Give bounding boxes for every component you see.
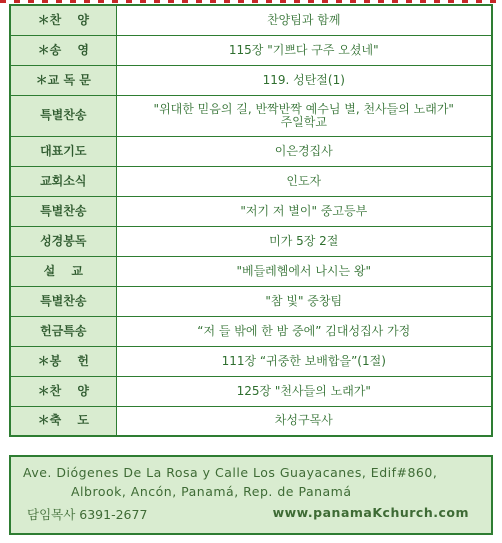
- row-value-line2: 주일학교: [280, 114, 327, 129]
- row-value: “저 들 밖에 한 밤 중에” 김대성집사 가정: [116, 316, 492, 346]
- table-row: [10, 136, 492, 166]
- row-value: "저기 저 별이" 중고등부: [116, 196, 492, 226]
- row-value-line1: "위대한 믿음의 길, 반짝반짝 예수님 별, 천사들의 노래가": [153, 101, 454, 116]
- table-row: [10, 5, 492, 35]
- table-row: [10, 406, 492, 436]
- row-value: 111장 “귀중한 보배합을”(1절): [116, 346, 492, 376]
- table-row: [10, 95, 492, 136]
- row-value: 차성구목사: [116, 406, 492, 436]
- row-label: ＊찬 양: [10, 376, 116, 406]
- row-label: 특별찬송: [10, 286, 116, 316]
- table-row: [10, 346, 492, 376]
- table-row: [10, 196, 492, 226]
- table-row: [10, 286, 492, 316]
- row-value: 115장 "기쁘다 구주 오셨네": [116, 35, 492, 65]
- row-value: "참 빛" 중창팀: [116, 286, 492, 316]
- row-label: 대표기도: [10, 136, 116, 166]
- address-line-2: Albrook, Ancón, Panamá, Rep. de Panamá: [71, 484, 352, 499]
- row-value: 미가 5장 2절: [116, 226, 492, 256]
- table-row: [10, 226, 492, 256]
- row-value: 이은경집사: [116, 136, 492, 166]
- row-label: 성경봉독: [10, 226, 116, 256]
- row-label: 헌금특송: [10, 316, 116, 346]
- row-label: ＊축 도: [10, 406, 116, 436]
- row-label: ＊봉 헌: [10, 346, 116, 376]
- row-label: ＊찬 양: [10, 5, 116, 35]
- pastor-phone: 담임목사 6391-2677: [27, 507, 148, 522]
- row-label: 설 교: [10, 256, 116, 286]
- row-value: 125장 "천사들의 노래가": [116, 376, 492, 406]
- row-value: [116, 95, 492, 136]
- top-decorative-strip: [0, 0, 502, 3]
- worship-order-table: [9, 4, 493, 437]
- address-line-1: Ave. Diógenes De La Rosa y Calle Los Guayacanes, Edif#860,: [23, 465, 438, 480]
- row-label: ＊송 영: [10, 35, 116, 65]
- row-value: 인도자: [116, 166, 492, 196]
- table-row: [10, 256, 492, 286]
- row-label: ＊교 독 문: [10, 65, 116, 95]
- row-label: 교회소식: [10, 166, 116, 196]
- row-label: 특별찬송: [10, 95, 116, 136]
- table-row: [10, 35, 492, 65]
- row-value: 119. 성탄절(1): [116, 65, 492, 95]
- table-row: [10, 376, 492, 406]
- row-label: 특별찬송: [10, 196, 116, 226]
- table-row: [10, 316, 492, 346]
- table-row: [10, 65, 492, 95]
- row-value: 찬양팀과 함께: [116, 5, 492, 35]
- table-row: [10, 166, 492, 196]
- row-value: "베들레헴에서 나시는 왕": [116, 256, 492, 286]
- website-link[interactable]: www.panamaKchurch.com: [272, 505, 469, 520]
- church-info-box: [9, 455, 493, 535]
